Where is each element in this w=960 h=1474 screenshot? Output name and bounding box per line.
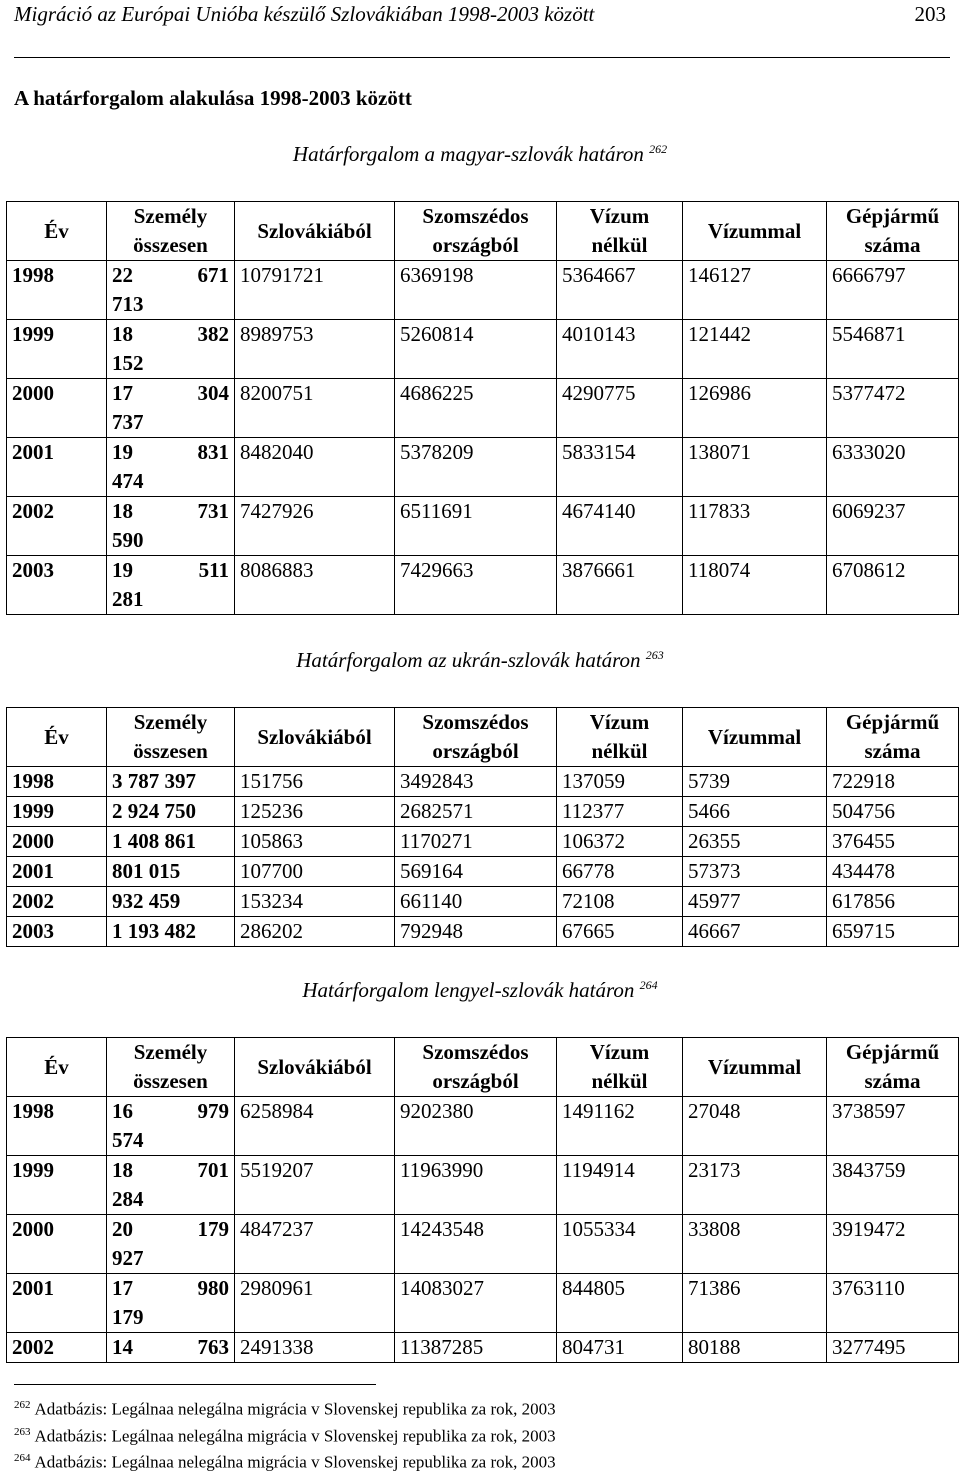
cell-szemely-osszesen: 1 408 861 (107, 827, 235, 857)
col-header-vizum-nelkul: Vízum nélkül (557, 1038, 683, 1097)
szemely-part-3: 474 (112, 469, 144, 493)
cell-szlovakiabol: 5519207 (235, 1156, 395, 1215)
table1-footnote-ref: 262 (649, 142, 668, 156)
footnote-text: Adatbázis: Legálnaa nelegálna migrácia v Slovenskej republika za rok, 2003 (34, 1452, 556, 1472)
cell-szemely-osszesen (107, 1215, 235, 1274)
cell-szlovakiabol: 2491338 (235, 1333, 395, 1363)
szemely-part-2: 731 (197, 499, 229, 523)
cell-szomszedos: 661140 (395, 887, 557, 917)
szemely-part-2: 671 (197, 263, 229, 287)
cell-vizum-nelkul: 804731 (557, 1333, 683, 1363)
szemely-part-3: 737 (112, 410, 144, 434)
cell-vizum-nelkul: 4674140 (557, 497, 683, 556)
table-header-row (7, 202, 959, 261)
table-row (7, 1274, 959, 1333)
cell-gepjarmu: 3919472 (827, 1215, 959, 1274)
cell-vizum-nelkul: 1055334 (557, 1215, 683, 1274)
col-header-szlovakiabol: Szlovákiából (235, 202, 395, 261)
cell-vizum-nelkul: 5833154 (557, 438, 683, 497)
cell-szemely-osszesen (107, 556, 235, 615)
cell-vizummal: 27048 (683, 1097, 827, 1156)
szemely-part-3: 179 (112, 1305, 144, 1329)
szemely-value-line (112, 320, 229, 349)
szemely-part-1: 17 (112, 381, 133, 405)
cell-ev: 1998 (7, 767, 107, 797)
cell-szemely-osszesen (107, 1333, 235, 1363)
cell-szomszedos: 14083027 (395, 1274, 557, 1333)
table2-caption-text: Határforgalom az ukrán-szlovák határon (296, 648, 641, 672)
cell-szomszedos: 9202380 (395, 1097, 557, 1156)
szemely-value-line (112, 261, 229, 290)
cell-szomszedos: 6511691 (395, 497, 557, 556)
cell-ev: 2002 (7, 497, 107, 556)
footnotes (14, 1394, 556, 1474)
cell-vizum-nelkul: 1194914 (557, 1156, 683, 1215)
szemely-part-1: 17 (112, 1276, 133, 1300)
table-magyar-szlovak (6, 201, 959, 615)
table-row (7, 1097, 959, 1156)
table3-footnote-ref: 264 (639, 978, 658, 992)
szemely-part-2: 179 (197, 1217, 229, 1241)
table-row (7, 379, 959, 438)
table-row (7, 320, 959, 379)
table3-caption (0, 978, 960, 1003)
page-number: 203 (914, 2, 946, 26)
cell-gepjarmu: 722918 (827, 767, 959, 797)
footnote (14, 1394, 556, 1421)
col-header-vizummal: Vízummal (683, 1038, 827, 1097)
cell-vizummal: 126986 (683, 379, 827, 438)
table-row (7, 767, 959, 797)
footnote (14, 1421, 556, 1448)
cell-szomszedos: 14243548 (395, 1215, 557, 1274)
cell-vizum-nelkul: 72108 (557, 887, 683, 917)
table-row (7, 887, 959, 917)
cell-szemely-osszesen: 932 459 (107, 887, 235, 917)
cell-ev: 2002 (7, 1333, 107, 1363)
cell-szemely-osszesen (107, 438, 235, 497)
cell-szomszedos: 4686225 (395, 379, 557, 438)
footnote-number: 262 (14, 1399, 31, 1411)
cell-gepjarmu: 3843759 (827, 1156, 959, 1215)
szemely-part-1: 16 (112, 1099, 133, 1123)
szemely-value-line (112, 1097, 229, 1126)
cell-vizummal: 117833 (683, 497, 827, 556)
cell-vizummal: 121442 (683, 320, 827, 379)
cell-ev: 2001 (7, 438, 107, 497)
cell-ev: 1998 (7, 261, 107, 320)
szemely-part-1: 14 (112, 1335, 133, 1359)
cell-ev: 2001 (7, 857, 107, 887)
szemely-part-1: 22 (112, 263, 133, 287)
col-header-gepjarmu: Gépjármű száma (827, 708, 959, 767)
cell-szomszedos: 5378209 (395, 438, 557, 497)
cell-vizummal: 138071 (683, 438, 827, 497)
table-row (7, 1333, 959, 1363)
szemely-value-line (112, 438, 229, 467)
footnote-number: 263 (14, 1425, 31, 1438)
cell-szomszedos: 6369198 (395, 261, 557, 320)
col-header-szemely: Személy összesen (107, 202, 235, 261)
cell-ev: 2000 (7, 827, 107, 857)
cell-ev: 2000 (7, 379, 107, 438)
cell-szlovakiabol: 4847237 (235, 1215, 395, 1274)
cell-szlovakiabol: 107700 (235, 857, 395, 887)
table-lengyel-szlovak (6, 1037, 959, 1363)
cell-ev: 1999 (7, 1156, 107, 1215)
col-header-szomszedos: Szomszédos országból (395, 202, 557, 261)
cell-gepjarmu: 3738597 (827, 1097, 959, 1156)
col-header-ev: Év (7, 708, 107, 767)
cell-szlovakiabol: 2980961 (235, 1274, 395, 1333)
cell-vizum-nelkul: 66778 (557, 857, 683, 887)
col-header-szlovakiabol: Szlovákiából (235, 708, 395, 767)
cell-vizum-nelkul: 67665 (557, 917, 683, 947)
cell-gepjarmu: 3763110 (827, 1274, 959, 1333)
col-header-szomszedos: Szomszédos országból (395, 708, 557, 767)
szemely-part-3: 713 (112, 292, 144, 316)
szemely-value-line (112, 1333, 229, 1362)
cell-ev: 2001 (7, 1274, 107, 1333)
table1-caption (0, 142, 960, 167)
szemely-part-3: 574 (112, 1128, 144, 1152)
cell-gepjarmu: 659715 (827, 917, 959, 947)
cell-gepjarmu: 5546871 (827, 320, 959, 379)
cell-szomszedos: 7429663 (395, 556, 557, 615)
footnote-text: Adatbázis: Legálnaa nelegálna migrácia v Slovenskej republika za rok, 2003 (34, 1399, 556, 1419)
cell-vizummal: 57373 (683, 857, 827, 887)
cell-gepjarmu: 376455 (827, 827, 959, 857)
col-header-vizummal: Vízummal (683, 202, 827, 261)
header-divider (14, 57, 950, 58)
cell-szlovakiabol: 8200751 (235, 379, 395, 438)
szemely-part-2: 831 (197, 440, 229, 464)
table-row (7, 827, 959, 857)
table-row (7, 917, 959, 947)
cell-vizummal: 71386 (683, 1274, 827, 1333)
cell-vizum-nelkul: 3876661 (557, 556, 683, 615)
cell-ev: 1999 (7, 320, 107, 379)
cell-szlovakiabol: 151756 (235, 767, 395, 797)
szemely-part-1: 19 (112, 440, 133, 464)
table1-caption-text: Határforgalom a magyar-szlovák határon (292, 142, 644, 166)
cell-szomszedos: 792948 (395, 917, 557, 947)
table-ukran-szlovak (6, 707, 959, 947)
szemely-value-line (112, 1215, 229, 1244)
table-row (7, 857, 959, 887)
cell-szlovakiabol: 153234 (235, 887, 395, 917)
cell-vizum-nelkul: 4010143 (557, 320, 683, 379)
col-header-szemely: Személy összesen (107, 708, 235, 767)
cell-ev: 1999 (7, 797, 107, 827)
cell-vizummal: 33808 (683, 1215, 827, 1274)
cell-szomszedos: 1170271 (395, 827, 557, 857)
cell-szemely-osszesen: 1 193 482 (107, 917, 235, 947)
cell-szomszedos: 569164 (395, 857, 557, 887)
cell-szemely-osszesen (107, 1274, 235, 1333)
col-header-szemely: Személy összesen (107, 1038, 235, 1097)
section-title: A határforgalom alakulása 1998-2003 között (14, 86, 412, 110)
footnote-divider (14, 1384, 376, 1385)
cell-szlovakiabol: 105863 (235, 827, 395, 857)
col-header-gepjarmu: Gépjármű száma (827, 1038, 959, 1097)
szemely-value-line (112, 379, 229, 408)
cell-vizummal: 5466 (683, 797, 827, 827)
cell-ev: 2002 (7, 887, 107, 917)
cell-vizum-nelkul: 137059 (557, 767, 683, 797)
cell-gepjarmu: 3277495 (827, 1333, 959, 1363)
col-header-vizummal: Vízummal (683, 708, 827, 767)
running-header (14, 2, 950, 28)
szemely-part-1: 19 (112, 558, 133, 582)
cell-szlovakiabol: 8989753 (235, 320, 395, 379)
cell-ev: 2003 (7, 556, 107, 615)
cell-vizummal: 45977 (683, 887, 827, 917)
cell-szemely-osszesen (107, 320, 235, 379)
cell-vizum-nelkul: 5364667 (557, 261, 683, 320)
col-header-szomszedos: Szomszédos országból (395, 1038, 557, 1097)
szemely-part-3: 284 (112, 1187, 144, 1211)
cell-vizum-nelkul: 112377 (557, 797, 683, 827)
cell-gepjarmu: 6069237 (827, 497, 959, 556)
cell-szemely-osszesen (107, 497, 235, 556)
szemely-value-line (112, 1274, 229, 1303)
table3-caption-text: Határforgalom lengyel-szlovák határon (302, 978, 635, 1002)
col-header-ev: Év (7, 202, 107, 261)
cell-gepjarmu: 617856 (827, 887, 959, 917)
cell-szlovakiabol: 10791721 (235, 261, 395, 320)
cell-vizummal: 26355 (683, 827, 827, 857)
cell-ev: 1998 (7, 1097, 107, 1156)
running-title: Migráció az Európai Unióba készülő Szlovákiában 1998-2003 között (14, 2, 595, 26)
col-header-vizum-nelkul: Vízum nélkül (557, 202, 683, 261)
szemely-part-2: 304 (197, 381, 229, 405)
col-header-szlovakiabol: Szlovákiából (235, 1038, 395, 1097)
cell-vizum-nelkul: 4290775 (557, 379, 683, 438)
table-row (7, 438, 959, 497)
table-row (7, 556, 959, 615)
cell-gepjarmu: 504756 (827, 797, 959, 827)
cell-gepjarmu: 6708612 (827, 556, 959, 615)
table-row (7, 1215, 959, 1274)
cell-szomszedos: 11963990 (395, 1156, 557, 1215)
cell-ev: 2000 (7, 1215, 107, 1274)
col-header-gepjarmu: Gépjármű száma (827, 202, 959, 261)
szemely-part-2: 979 (197, 1099, 229, 1123)
szemely-part-3: 590 (112, 528, 144, 552)
cell-szlovakiabol: 6258984 (235, 1097, 395, 1156)
cell-szemely-osszesen (107, 379, 235, 438)
cell-gepjarmu: 6333020 (827, 438, 959, 497)
cell-szemely-osszesen: 3 787 397 (107, 767, 235, 797)
cell-szomszedos: 11387285 (395, 1333, 557, 1363)
cell-szlovakiabol: 286202 (235, 917, 395, 947)
cell-szomszedos: 2682571 (395, 797, 557, 827)
szemely-part-1: 18 (112, 1158, 133, 1182)
footnote-number: 264 (14, 1452, 31, 1465)
table-row (7, 497, 959, 556)
cell-gepjarmu: 434478 (827, 857, 959, 887)
cell-szomszedos: 5260814 (395, 320, 557, 379)
szemely-value-line (112, 497, 229, 526)
szemely-part-2: 511 (198, 558, 229, 582)
szemely-part-2: 701 (197, 1158, 229, 1182)
footnote (14, 1447, 556, 1474)
cell-vizummal: 23173 (683, 1156, 827, 1215)
cell-szemely-osszesen: 801 015 (107, 857, 235, 887)
col-header-ev: Év (7, 1038, 107, 1097)
footnote-text: Adatbázis: Legálnaa nelegálna migrácia v Slovenskej republika za rok, 2003 (34, 1426, 556, 1446)
table-row (7, 261, 959, 320)
szemely-part-1: 20 (112, 1217, 133, 1241)
szemely-part-2: 382 (197, 322, 229, 346)
cell-vizum-nelkul: 1491162 (557, 1097, 683, 1156)
col-header-vizum-nelkul: Vízum nélkül (557, 708, 683, 767)
table-row (7, 1156, 959, 1215)
szemely-part-3: 281 (112, 587, 144, 611)
cell-szemely-osszesen (107, 1156, 235, 1215)
szemely-value-line (112, 1156, 229, 1185)
szemely-part-2: 980 (197, 1276, 229, 1300)
cell-gepjarmu: 6666797 (827, 261, 959, 320)
cell-vizum-nelkul: 106372 (557, 827, 683, 857)
szemely-part-1: 18 (112, 322, 133, 346)
cell-vizummal: 80188 (683, 1333, 827, 1363)
table-header-row (7, 708, 959, 767)
szemely-part-3: 152 (112, 351, 144, 375)
cell-szlovakiabol: 8482040 (235, 438, 395, 497)
cell-vizummal: 5739 (683, 767, 827, 797)
cell-gepjarmu: 5377472 (827, 379, 959, 438)
cell-vizummal: 46667 (683, 917, 827, 947)
cell-ev: 2003 (7, 917, 107, 947)
cell-vizummal: 146127 (683, 261, 827, 320)
cell-szlovakiabol: 7427926 (235, 497, 395, 556)
cell-szlovakiabol: 125236 (235, 797, 395, 827)
table-header-row (7, 1038, 959, 1097)
cell-szlovakiabol: 8086883 (235, 556, 395, 615)
table2-caption (0, 648, 960, 673)
szemely-part-1: 18 (112, 499, 133, 523)
cell-szemely-osszesen (107, 261, 235, 320)
table-row (7, 797, 959, 827)
cell-vizum-nelkul: 844805 (557, 1274, 683, 1333)
table2-footnote-ref: 263 (645, 648, 664, 662)
cell-szomszedos: 3492843 (395, 767, 557, 797)
cell-vizummal: 118074 (683, 556, 827, 615)
cell-szemely-osszesen (107, 1097, 235, 1156)
szemely-part-3: 927 (112, 1246, 144, 1270)
szemely-value-line (112, 556, 229, 585)
cell-szemely-osszesen: 2 924 750 (107, 797, 235, 827)
szemely-part-2: 763 (197, 1335, 229, 1359)
